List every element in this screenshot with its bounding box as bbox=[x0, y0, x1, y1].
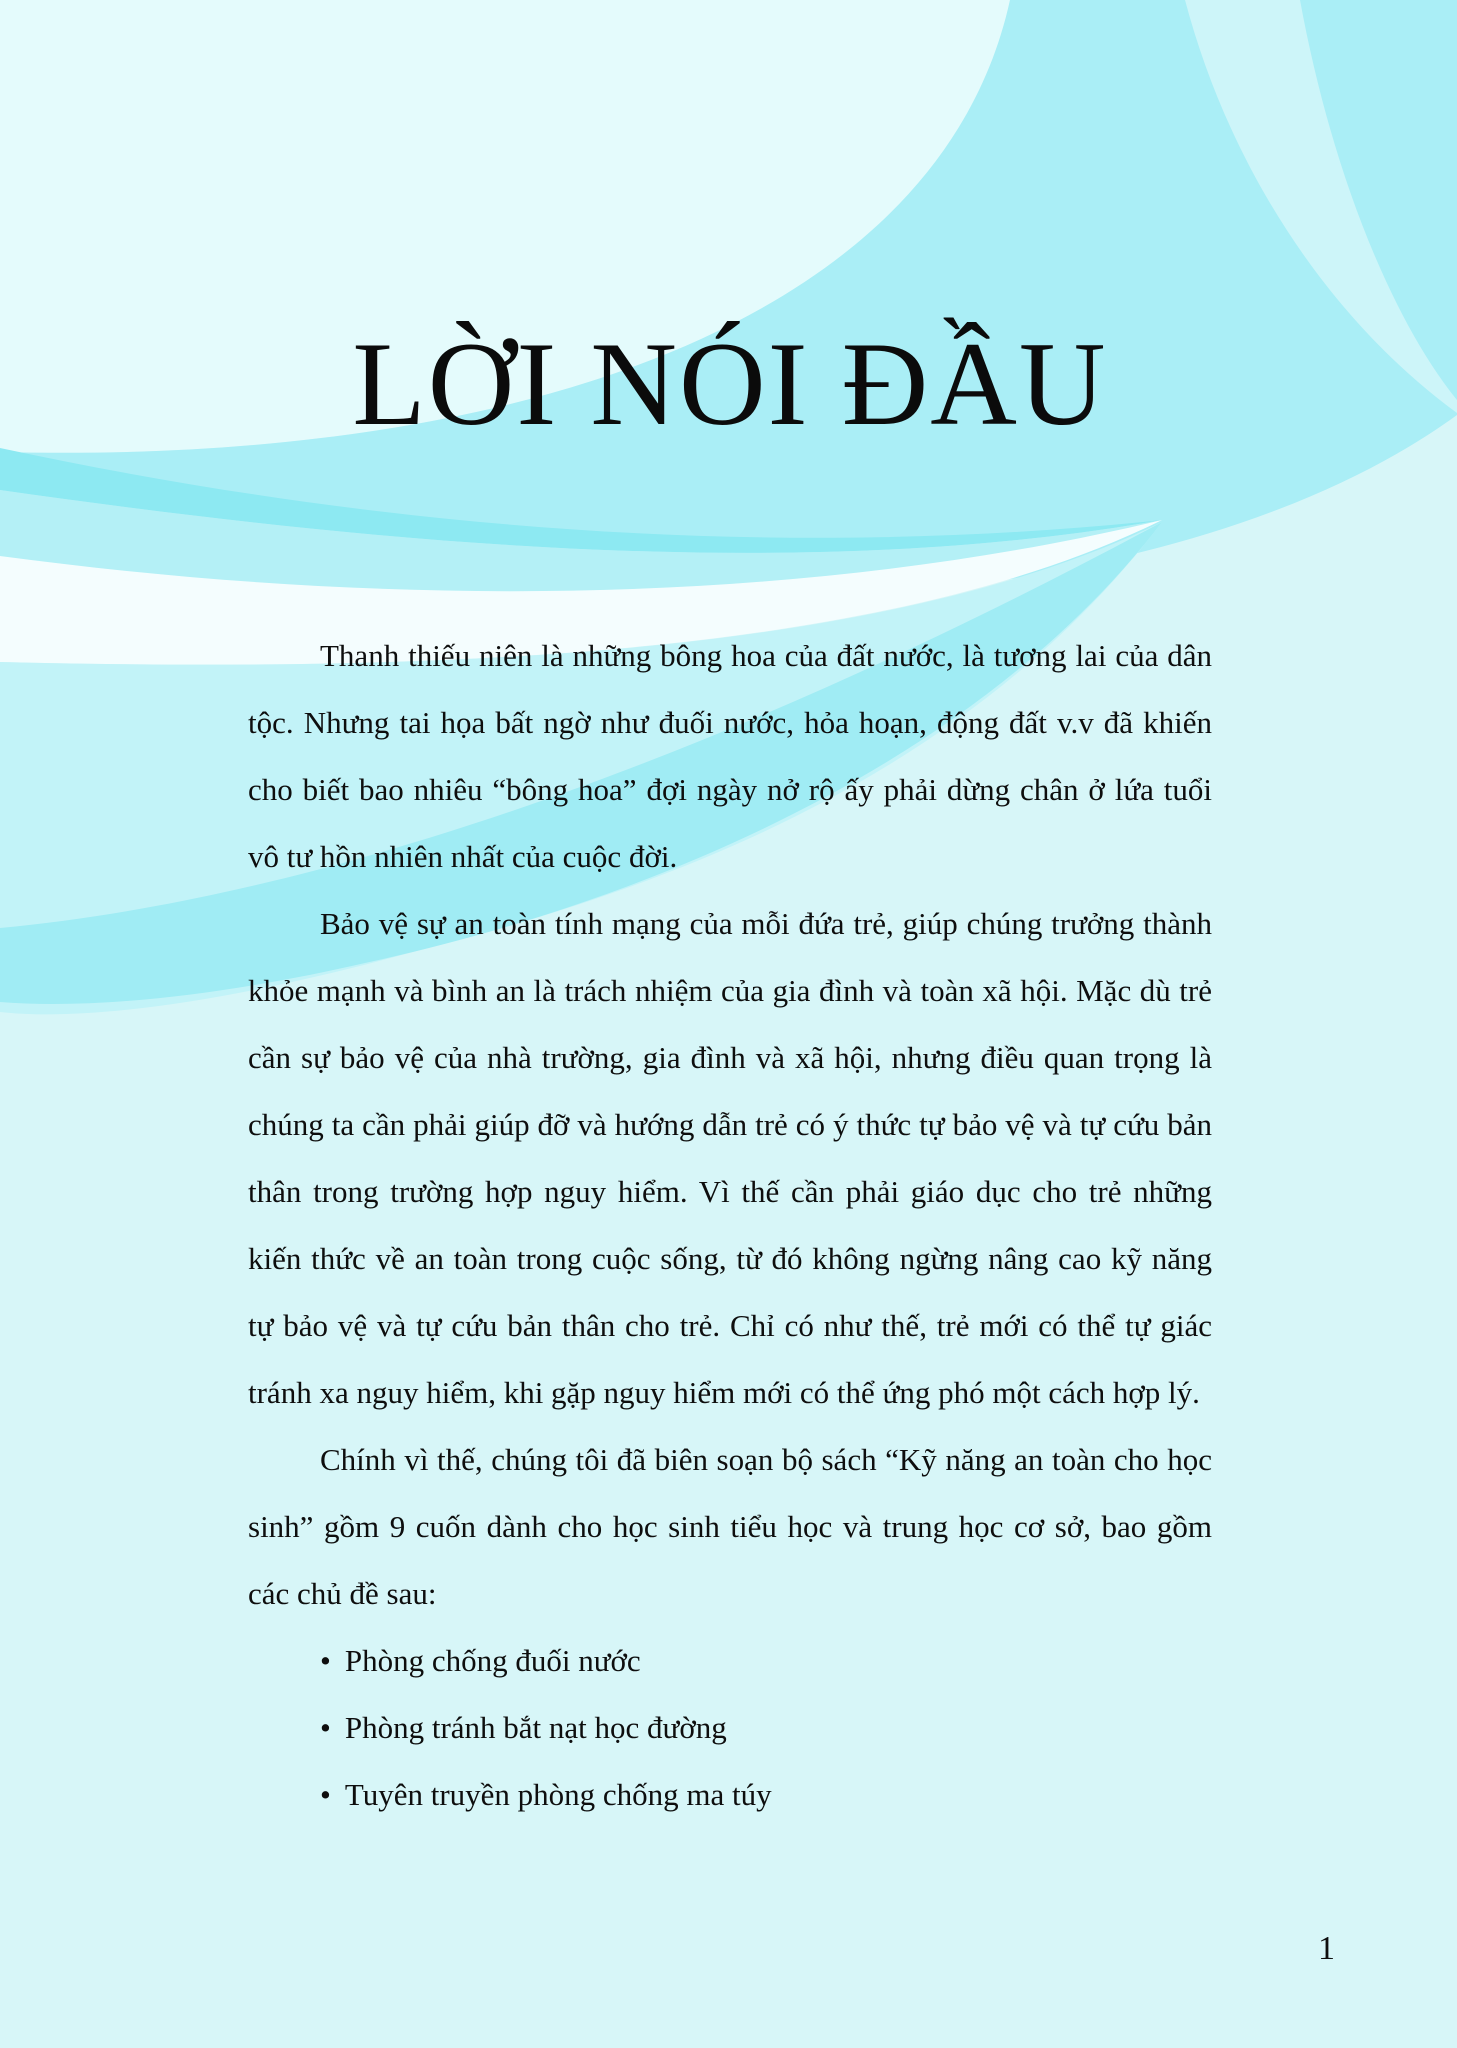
bullet-icon: • bbox=[320, 1643, 331, 1678]
paragraph-2: Bảo vệ sự an toàn tính mạng của mỗi đứa trẻ, giúp chúng trưởng thành khỏe mạnh và bình an là trách nhiệm của gia đình và toàn xã hội. Mặc dù trẻ cần sự bảo vệ của nhà trường, gia đình và xã hội, nhưng điều quan trọng là chúng ta cần phải giúp đỡ và hướng dẫn trẻ có ý thức tự bảo vệ và tự cứu bản thân trong trường hợp nguy hiểm. Vì thế cần phải giáo dục cho trẻ những kiến thức về an toàn trong cuộc sống, từ đó không ngừng nâng cao kỹ năng tự bảo vệ và tự cứu bản thân cho trẻ. Chỉ có như thế, trẻ mới có thể tự giác tránh xa nguy hiểm, khi gặp nguy hiểm mới có thể ứng phó một cách hợp lý. bbox=[248, 906, 1212, 1410]
page-title: LỜI NÓI ĐẦU bbox=[352, 317, 1108, 450]
bullet-icon: • bbox=[320, 1710, 331, 1745]
paragraph-1: Thanh thiếu niên là những bông hoa của đất nước, là tương lai của dân tộc. Nhưng tai họa bất ngờ như đuối nước, hỏa hoạn, động đất v.v đã khiến cho biết bao nhiêu “bông hoa” đợi ngày nở rộ ấy phải dừng chân ở lứa tuổi vô tư hồn nhiên nhất của cuộc đời. bbox=[248, 638, 1212, 874]
paragraph-3: Chính vì thế, chúng tôi đã biên soạn bộ sách “Kỹ năng an toàn cho học sinh” gồm 9 cuốn dành cho học sinh tiểu học và trung học cơ sở, bao gồm các chủ đề sau: bbox=[248, 1442, 1212, 1611]
list-item bbox=[320, 1761, 1212, 1828]
list-item bbox=[320, 1627, 1212, 1694]
bullet-icon: • bbox=[320, 1777, 331, 1812]
page-number: 1 bbox=[1318, 1930, 1335, 1967]
list-item bbox=[320, 1694, 1212, 1761]
topic-list bbox=[248, 1627, 1212, 1828]
list-item-text: Phòng chống đuối nước bbox=[344, 1643, 641, 1678]
list-item-text: Tuyên truyền phòng chống ma túy bbox=[344, 1777, 772, 1812]
list-item-text: Phòng tránh bắt nạt học đường bbox=[344, 1710, 727, 1745]
text-column bbox=[248, 0, 1212, 1828]
